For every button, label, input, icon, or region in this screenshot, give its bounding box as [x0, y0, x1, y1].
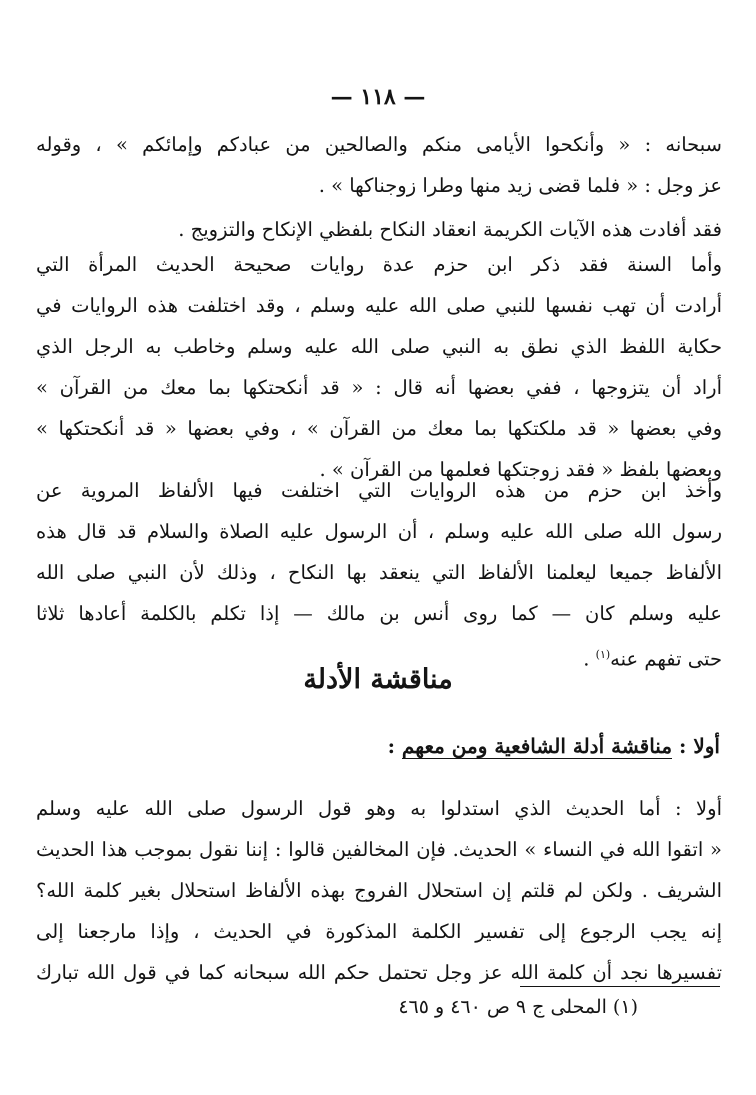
footnote-ref: (١): [595, 648, 611, 661]
paragraph-1: [36, 124, 722, 206]
text-line: « اتقوا الله في النساء » الحديث. فإن المخالفين قالوا : إننا نقول بموجب هذا الحديث: [36, 838, 722, 861]
footnote-divider: [520, 986, 720, 987]
text-line: وأخذ ابن حزم من هذه الروايات التي اختلفت فيها الألفاظ المروية عن: [36, 479, 722, 502]
text-line: أراد أن يتزوجها ، ففي بعضها أنه قال : « قد أنكحتكها بما معك من القرآن »: [36, 376, 722, 399]
text-line: إنه يجب الرجوع إلى تفسير الكلمة المذكورة في الحديث ، وإذا مارجعنا إلى: [36, 920, 722, 943]
text-line: عز وجل : « فلما قضى زيد منها وطرا زوجناكها » .: [318, 174, 722, 197]
subheading-prefix: أولا :: [672, 734, 720, 758]
text-line: الشريف . ولكن لم قلتم إن استحلال الفروج بهذه الألفاظ استحلال بغير كلمة الله؟: [36, 879, 722, 902]
text-line: فقد أفادت هذه الآيات الكريمة انعقاد النكاح بلفظي الإنكاح والتزويج .: [178, 218, 722, 241]
text-line: رسول الله صلى الله عليه وسلم ، أن الرسول عليه الصلاة والسلام قد قال هذه: [36, 520, 722, 543]
subheading-suffix: :: [387, 734, 402, 758]
subheading-underlined: مناقشة أدلة الشافعية ومن معهم: [401, 734, 673, 758]
text-line: سبحانه : « وأنكحوا الأيامى منكم والصالحين من عبادكم وإمائكم » ، وقوله: [36, 133, 722, 156]
discussion-paragraph: [36, 788, 722, 993]
subsection-heading: [388, 734, 720, 760]
text-line-last: حتى تفهم عنه$^{(١)}$ .: [583, 647, 722, 671]
footnote: (١) المحلى ج ٩ ص ٤٦٠ و ٤٦٥: [398, 996, 638, 1018]
text-line: أولا : أما الحديث الذي استدلوا به وهو قول الرسول صلى الله عليه وسلم: [36, 797, 722, 820]
text-line: تفسيرها نجد أن كلمة الله عز وجل تحتمل حكم الله سبحانه كما في قول الله تبارك: [36, 961, 722, 984]
text-line: أرادت أن تهب نفسها للنبي صلى الله عليه وسلم ، وقد اختلفت هذه الروايات في: [36, 294, 722, 317]
section-heading: مناقشة الأدلة: [303, 664, 453, 695]
text-line: وبعضها بلفظ « فقد زوجتكها فعلمها من القرآن » .: [319, 458, 722, 481]
text-line: الألفاظ جميعا ليعلمنا الألفاظ التي ينعقد بها النكاح ، وذلك لأن النبي صلى الله: [36, 561, 722, 584]
text-line: وأما السنة فقد ذكر ابن حزم عدة روايات صحيحة الحديث المرأة التي: [36, 253, 722, 276]
paragraph-3: [36, 244, 722, 490]
paragraph-4: [36, 470, 722, 675]
text-line: حكاية اللفظ الذي نطق به النبي صلى الله عليه وسلم وخاطب به الرجل الذي: [36, 335, 722, 358]
text-fragment: حتى تفهم عنه: [610, 647, 722, 671]
text-line: وفي بعضها « قد ملكتكها بما معك من القرآن » ، وفي بعضها « قد أنكحتكها »: [36, 417, 722, 440]
page-number: — ١١٨ —: [330, 84, 426, 110]
text-line: عليه وسلم كان — كما روى أنس بن مالك — إذا تكلم بالكلمة أعادها ثلاثا: [36, 602, 722, 625]
